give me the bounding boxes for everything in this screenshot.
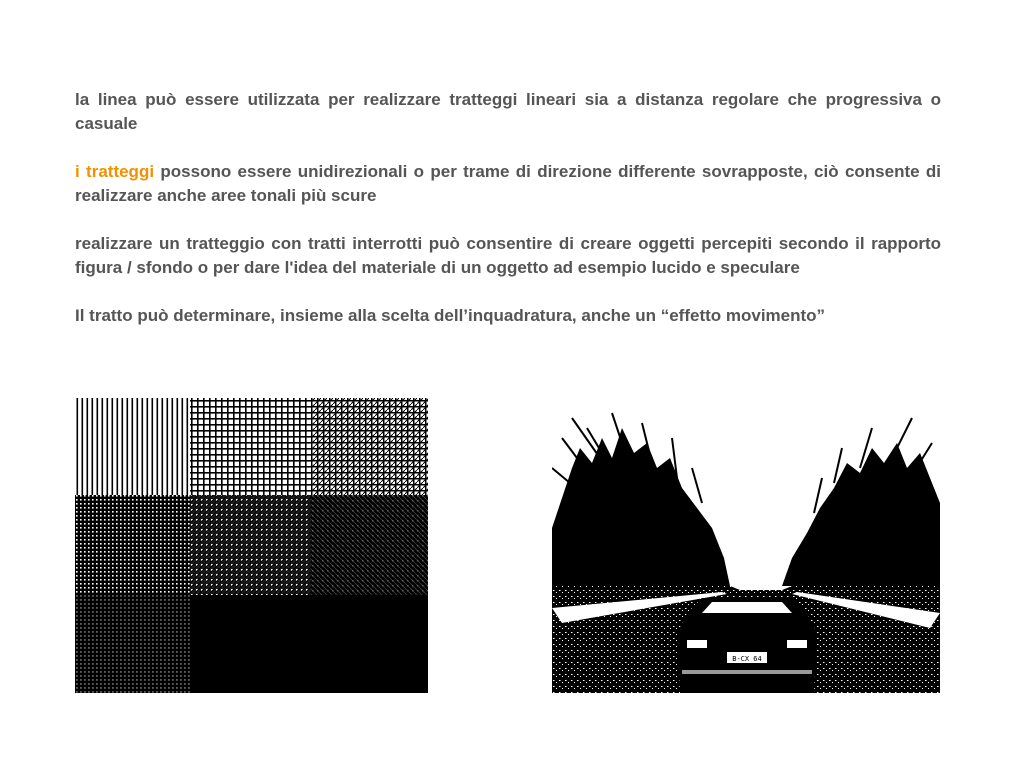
- paragraph-movimento: [75, 304, 941, 328]
- tratteggi-highlight: i tratteggi: [75, 162, 155, 181]
- hatching-samples-image: [75, 398, 428, 693]
- paragraph-tratti-interrotti: [75, 232, 941, 280]
- paragraph-tratti-interrotti-text: realizzare un tratteggio con tratti interrotti può consentire di creare oggetti percepiti secondo il rapporto figura / sfondo o per dare l'idea del materiale di un oggetto ad esempio lucido e speculare: [75, 234, 941, 277]
- road-car-illustration-image: [552, 408, 940, 693]
- paragraph-movimento-text: Il tratto può determinare, insieme alla scelta dell’inquadratura, anche un “effetto movimento”: [75, 306, 826, 325]
- paragraph-linea: [75, 88, 941, 136]
- text-block: [75, 88, 941, 352]
- paragraph-tratteggi: [75, 160, 941, 208]
- plate-text: B-CX 64: [732, 655, 762, 663]
- paragraph-linea-text: la linea può essere utilizzata per realizzare tratteggi lineari sia a distanza regolare che progressiva o casuale: [75, 90, 941, 133]
- car-shape: [677, 598, 817, 693]
- paragraph-tratteggi-text: possono essere unidirezionali o per trame di direzione differente sovrapposte, ciò consente di realizzare anche aree tonali più scure: [75, 162, 942, 205]
